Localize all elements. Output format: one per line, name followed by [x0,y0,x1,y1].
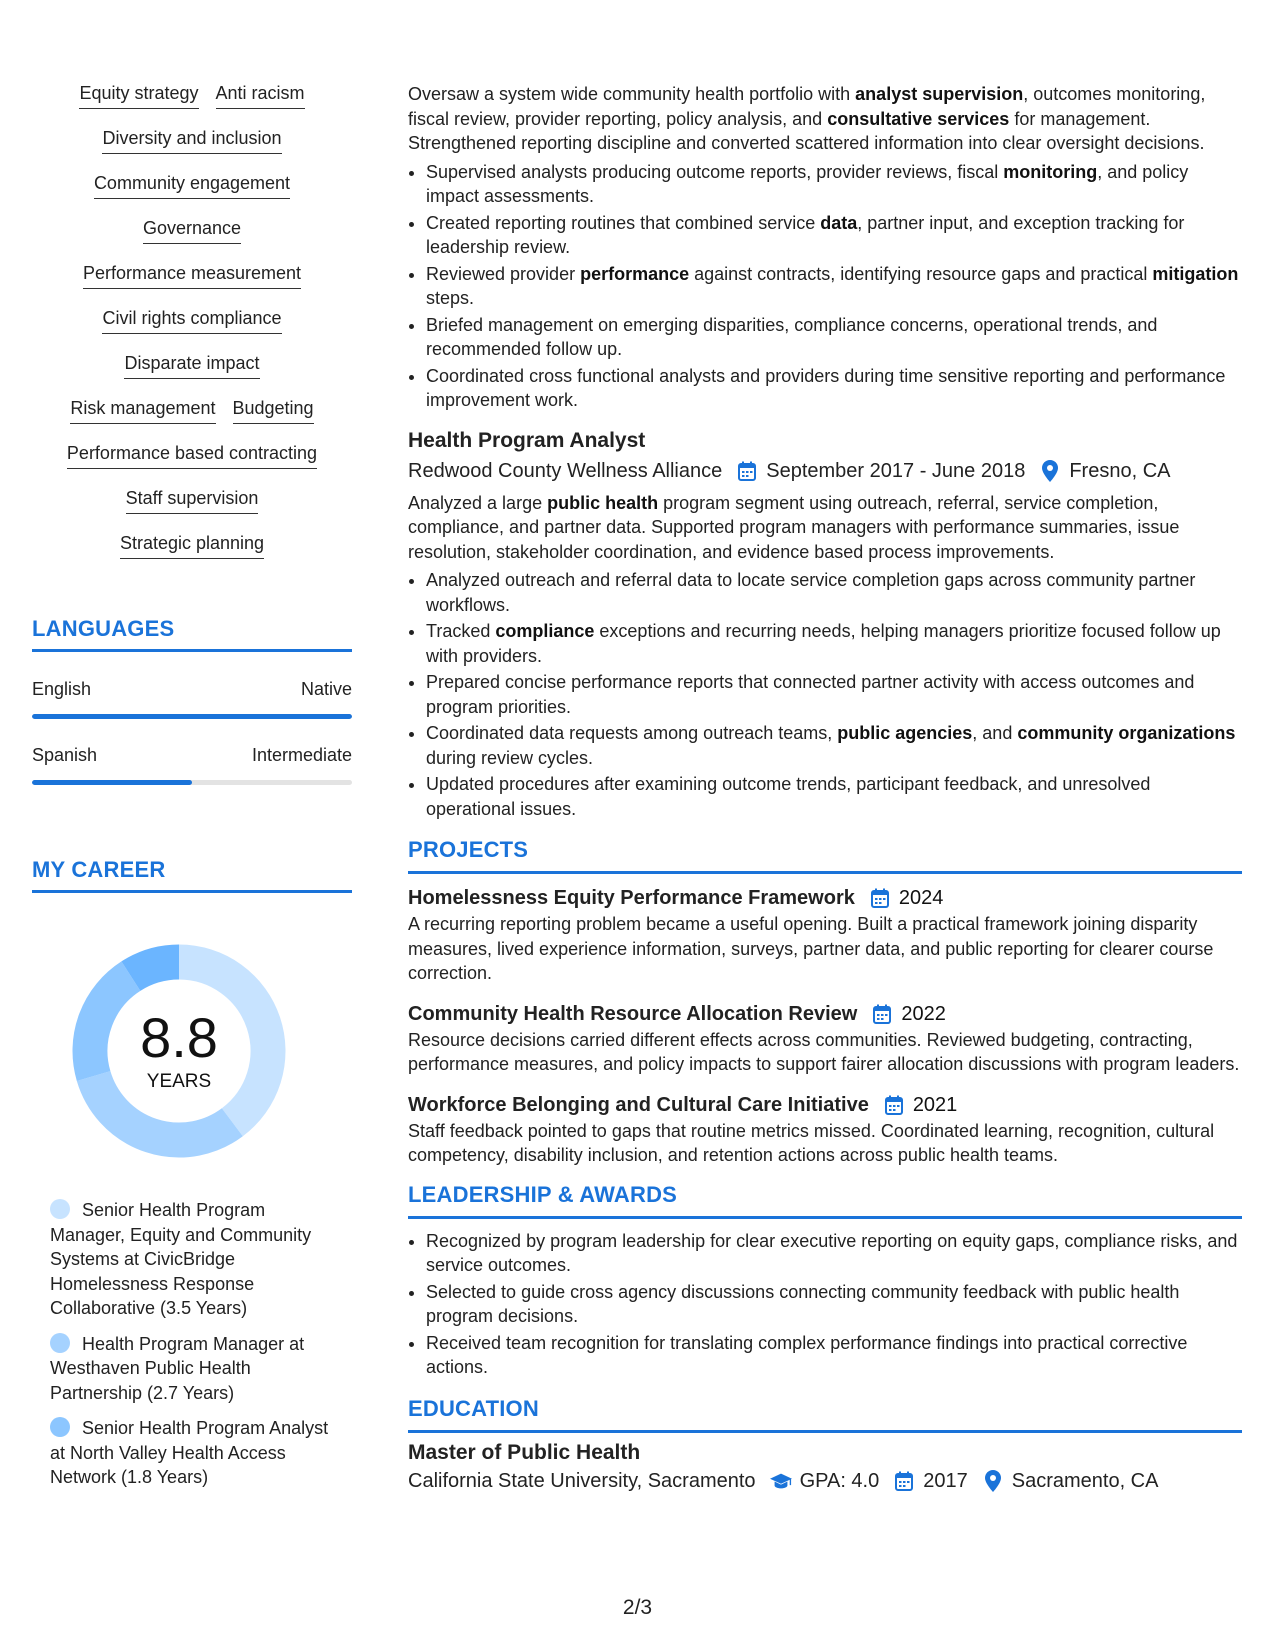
section-rule [408,1216,1242,1219]
skill-tag: Equity strategy [79,82,198,109]
project-name: Homelessness Equity Performance Framework [408,887,855,909]
legend-text: Health Program Manager at Westhaven Public Health Partnership (2.7 Years) [50,1333,305,1403]
graduation-year: 2017 [923,1469,968,1492]
skill-row [32,127,352,172]
skill-row [32,307,352,352]
project-year: 2024 [898,887,944,909]
bullet-item: • Updated procedures after examining outcome trends, participant feedback, and unresolved operational issues. [426,772,1242,821]
language-item [32,744,352,785]
skill-row [32,442,352,487]
career-section [32,857,352,893]
bullet-item: • Received team recognition for translating complex performance findings into practical corrective actions. [426,1331,1242,1380]
skill-tag: Performance measurement [83,262,301,289]
language-bar [32,714,352,719]
skill-row [32,172,352,217]
leadership-bullets [408,1229,1242,1380]
legend-dot [50,1199,70,1219]
job-summary: Analyzed a large public health program segment using outreach, referral, service completion, compliance, and partner data. Supported program managers with performance summaries, issue resolution, stakeholder coordination, and evidence based process improvements. [408,492,1180,562]
project-year: 2022 [901,1002,946,1025]
projects-heading: PROJECTS [408,837,529,862]
project-item [408,1000,1242,1077]
skill-row [32,352,352,397]
project-item [408,884,1242,986]
language-item [32,678,352,719]
right-column [408,82,1242,1495]
legend-dot [50,1417,70,1437]
page-number: 2/3 [622,1596,653,1619]
skill-row [32,532,352,577]
skill-row [32,397,352,442]
leadership-heading: LEADERSHIP & AWARDS [408,1181,678,1207]
language-level: Intermediate [251,745,352,765]
skill-tag: Governance [143,217,241,244]
skill-tag: Budgeting [233,397,314,424]
calendar-icon [883,1094,905,1116]
graduation-cap-icon [770,1470,792,1492]
skill-row [32,487,352,532]
section-rule [32,890,352,893]
skill-tag: Performance based contracting [67,442,317,469]
career-legend-item [50,1416,340,1490]
calendar-icon [893,1470,915,1492]
bullet-item: • Briefed management on emerging disparities, compliance concerns, operational trends, and recommended follow up. [426,313,1242,362]
section-rule [32,649,352,652]
skill-row [32,82,352,127]
leadership-section [408,1182,1242,1380]
job-meta [408,457,1242,485]
location-pin-icon [982,1470,1004,1492]
project-description: A recurring reporting problem became a useful opening. Built a practical framework joining disparity measures, lived experience information, surveys, partner data, and public reporting for clearer course correction. [408,914,1214,983]
projects-section [408,837,1242,1168]
experience-bullets [408,160,1242,413]
calendar-icon [869,887,891,909]
section-rule [408,871,1242,874]
location-pin-icon [1039,460,1061,482]
career-heading: MY CAREER [32,857,166,882]
career-donut-chart [66,938,292,1164]
projects-list [408,884,1242,1168]
gpa: GPA: 4.0 [799,1469,880,1492]
skills-list [32,82,352,577]
language-bar [32,780,352,785]
legend-text: Senior Health Program Analyst at North Valley Health Access Network (1.8 Years) [50,1418,329,1487]
education-location: Sacramento, CA [1011,1469,1159,1492]
calendar-icon [871,1003,893,1025]
experience-summary: Oversaw a system wide community health portfolio with analyst supervision, outcomes monitoring, fiscal review, provider reporting, policy analysis, and consultative services for management. Strengthened reporting discipline and converted scattered information into clear oversight decisions. [408,84,1206,153]
bullet-item: • Tracked compliance exceptions and recurring needs, helping managers prioritize focused follow up with providers. [426,619,1242,668]
skill-row [32,217,352,262]
job-location: Fresno, CA [1069,459,1171,482]
bullet-item: • Reviewed provider performance against contracts, identifying resource gaps and practical mitigation steps. [426,262,1242,311]
language-level: Native [300,679,352,699]
education-heading: EDUCATION [408,1395,539,1421]
skill-tag: Diversity and inclusion [102,127,281,154]
project-item [408,1091,1242,1168]
school-name: California State University, Sacramento [408,1469,756,1492]
job-dates: September 2017 - June 2018 [766,459,1026,482]
language-bar-fill [32,714,352,719]
skill-tag: Strategic planning [120,532,264,559]
skill-tag: Risk management [70,397,215,424]
languages-heading: LANGUAGES [32,616,175,641]
degree-title: Master of Public Health [408,1440,641,1464]
bullet-item: • Prepared concise performance reports that connected partner activity with access outcomes and program priorities. [426,670,1242,719]
job-organization: Redwood County Wellness Alliance [408,459,723,482]
project-description: Resource decisions carried different effects across communities. Reviewed budgeting, contracting, performance measures, and policy impacts to support fairer allocation discussions with program leaders. [408,1029,1240,1074]
bullet-item: • Supervised analysts producing outcome reports, provider reviews, fiscal monitoring, and policy impact assessments. [426,160,1242,209]
languages-section [32,616,352,652]
project-description: Staff feedback pointed to gaps that routine metrics missed. Coordinated learning, recognition, cultural competency, disability inclusion, and retention actions across public health teams. [408,1120,1215,1165]
legend-dot [50,1333,70,1353]
bullet-item: • Recognized by program leadership for clear executive reporting on equity gaps, compliance risks, and service outcomes. [426,1229,1242,1278]
bullet-item: • Coordinated data requests among outreach teams, public agencies, and community organizations during review cycles. [426,721,1242,770]
calendar-icon [736,460,758,482]
skill-tag: Community engagement [94,172,290,199]
project-name: Workforce Belonging and Cultural Care Initiative [408,1093,869,1116]
skill-tag: Anti racism [216,82,305,109]
education-section [408,1396,1242,1495]
skill-row [32,262,352,307]
skill-tag: Staff supervision [126,487,259,514]
bullet-item: • Coordinated cross functional analysts and providers during time sensitive reporting and performance improvement work. [426,364,1242,413]
language-name: English [32,679,92,699]
bullet-item: • Analyzed outreach and referral data to locate service completion gaps across community partner workflows. [426,568,1242,617]
career-legend [50,1198,340,1501]
skill-tag: Disparate impact [124,352,259,379]
project-name: Community Health Resource Allocation Review [408,1002,858,1025]
left-column [32,82,352,1487]
job-title: Health Program Analyst [408,428,646,452]
bullet-item: • Created reporting routines that combined service data, partner input, and exception tracking for leadership review. [426,211,1242,260]
project-year: 2021 [912,1093,958,1116]
legend-text: Senior Health Program Manager, Equity and Community Systems at CivicBridge Homelessness Response Collaborative (3.5 Years) [50,1200,312,1318]
education-meta [408,1467,1242,1495]
language-name: Spanish [32,745,98,765]
skill-tag: Civil rights compliance [102,307,281,334]
career-legend-item [50,1332,340,1406]
job-bullets [408,568,1242,821]
career-total-years: 8.8 [140,1006,218,1069]
language-bar-fill [32,780,192,785]
section-rule [408,1430,1242,1433]
career-legend-item [50,1198,340,1321]
career-years-label: YEARS [146,1071,212,1092]
bullet-item: • Selected to guide cross agency discussions connecting community feedback with public health program decisions. [426,1280,1242,1329]
